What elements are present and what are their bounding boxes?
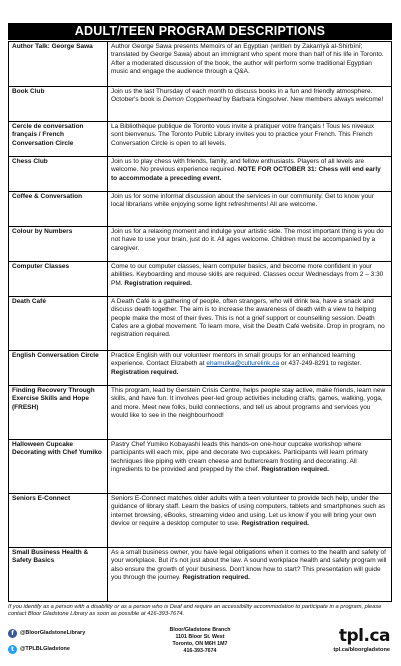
program-row (9, 494, 392, 548)
facebook-link[interactable] (8, 627, 128, 639)
program-description (108, 494, 392, 548)
program-description (108, 351, 392, 386)
program-description (108, 548, 392, 602)
program-row (9, 440, 392, 494)
facebook-handle: @BloorGladstoneLibrary (20, 630, 86, 636)
program-row (9, 122, 392, 157)
description-text: This program, lead by Gerstein Crisis Centre, helps people stay active, make friends, learn new skills, and have fun. It involves peer-led group activities including crafts, games, walking, yoga, and more. Meet new folks, build connections, and tell us about programs and services you would like to see in the neighbourhood! (111, 387, 386, 419)
branch-city: Toronto, ON M6H 1M7 (172, 641, 228, 648)
description-text: or 437-249-8291 to register. (279, 360, 362, 368)
program-description (108, 192, 392, 227)
email-link[interactable]: ehamulka@culturelink.ca (206, 360, 280, 368)
program-description (108, 297, 392, 351)
description-text: Pastry Chef Yumiko Kobayashi leads this hands-on one-hour cupcake workshop where participants will each mix, pipe and decorate two cupcakes. Participants will learn primary techniques like piping with cream cheese and buttercream frosting and decorating. All ingredients to be provided and prepped by the chef. (111, 441, 368, 473)
program-description (108, 386, 392, 440)
program-row (9, 386, 392, 440)
facebook-icon: f (8, 629, 17, 638)
program-description (108, 262, 392, 297)
page-title: ADULT/TEEN PROGRAM DESCRIPTIONS (8, 23, 392, 40)
program-name: Finding Recovery Through Exercise Skills and Hope (FRESH) (9, 386, 108, 440)
description-text: Join us to play chess with friends, family, and fellow enthusiasts. Players of all levels are welcome. No previous experience required. (111, 158, 365, 174)
twitter-icon: t (8, 645, 17, 654)
description-text: Registration required. (124, 279, 192, 287)
description-text: Join us for some informal discussion about the services in our community. Get to know your local librarians while enjoying some light refreshments! All are welcome. (111, 193, 374, 209)
program-row (9, 192, 392, 227)
program-name: Halloween Cupcake Decorating with Chef Yumiko (9, 440, 108, 494)
description-text: Demon Copperhead (162, 96, 222, 104)
description-text: Registration required. (241, 519, 309, 527)
program-row (9, 548, 392, 602)
description-text: Author George Sawa presents Memoirs of an Egyptian (written by Zakarriyā al-Shirbīnī; translated by George Sawa) about an immigrant who spent more than half of his life in Toronto. After a moderated discussion of the book, the author will perform some traditional Egyptian music and engage the audience through a Q&A. (111, 43, 384, 75)
twitter-handle: @TPLBLGladstone (20, 646, 70, 652)
branch-address (138, 627, 262, 656)
program-name: Death Café (9, 297, 108, 351)
footer (8, 627, 392, 663)
description-text: NOTE FOR OCTOBER 31: Chess will end early to accommodate a preceding event. (111, 166, 381, 182)
social-links (8, 627, 128, 659)
description-text: A Death Café is a gathering of people, often strangers, who will drink tea, have a snack and discuss death together. The aim is to increase the awareness of death with a view to helping people make the most of their lives. This is not a grief support or counselling session. Death Cafes are a global movement. To learn more, visit the Death Café website. Drop in program, no registration required. (111, 298, 385, 339)
twitter-link[interactable] (8, 643, 128, 655)
branch-street: 1101 Bloor St. West (175, 634, 225, 641)
program-table (8, 41, 392, 602)
description-text: La Bibliothèque publique de Toronto vous invite à pratiquer votre français ! Tous les niveaux sont bienvenus. The Toronto Public Library invites you to practice your French. This French Conversation Circle is open to all levels. (111, 123, 375, 147)
description-text: Seniors E-Connect matches older adults with a teen volunteer to provide tech help, under the guidance of library staff. Learn the basics of using computers, tablets and smartphones such as internet browsing, eBooks, streaming video and using. Let us know if you will bring your own device or require a desktop computer to use. (111, 495, 386, 527)
program-row (9, 157, 392, 192)
brand (280, 627, 390, 653)
program-name: Book Club (9, 87, 108, 122)
program-name: Author Talk: George Sawa (9, 42, 108, 87)
description-text: Come to our computer classes, learn computer basics, and become more confident in your abilities. Keyboarding and mouse skills are required. Classes occur Wednesdays from 2 – 3:30 PM. (111, 263, 384, 287)
program-description (108, 157, 392, 192)
description-text: Registration required. (261, 465, 329, 473)
program-name: Cercle de conversation français / French Conversation Circle (9, 122, 108, 157)
program-description (108, 122, 392, 157)
description-text: Registration required. (111, 368, 179, 376)
program-description (108, 87, 392, 122)
description-text: Practice English with our volunteer mentors in small groups for an enhanced learning experience. Contact Elizabeth at (111, 352, 356, 368)
description-text: Join us the last Thursday of each month to discuss books in a fun and friendly atmosphere. October's book is (111, 88, 373, 104)
description-text: Registration required. (182, 573, 250, 581)
program-row (9, 262, 392, 297)
program-name: Colour by Numbers (9, 227, 108, 262)
program-name: Computer Classes (9, 262, 108, 297)
description-text: by Barbara Kingsolver. New members always welcome! (221, 96, 384, 104)
program-description (108, 440, 392, 494)
branch-name: Bloor/Gladstone Branch (169, 627, 231, 633)
tpl-logo: tpl.ca (338, 626, 390, 646)
program-description (108, 42, 392, 87)
program-row (9, 351, 392, 386)
program-name: Small Business Health & Safety Basics (9, 548, 108, 602)
program-row (9, 227, 392, 262)
program-row (9, 42, 392, 87)
accessibility-note: If you identify as a person with a disability or as a person who is Deaf and require an accessibility accommodation to participate in a program, please contact Bloor Gladstone Library as soon as possible at 416-393-7674. (8, 604, 382, 618)
branch-url[interactable]: tpl.ca/bloorgladstone (333, 647, 390, 653)
description-text: Join us for a relaxing moment and indulge your artistic side. The most important thing is you do not have to use your brain, just do it. All ages welcome. Children must be accompanied by a caregiver. (111, 228, 384, 252)
program-name: Seniors E-Connect (9, 494, 108, 548)
branch-phone: 416-393-7674 (183, 648, 217, 655)
program-name: Coffee & Conversation (9, 192, 108, 227)
program-row (9, 87, 392, 122)
program-row (9, 297, 392, 351)
program-description (108, 227, 392, 262)
program-name: English Conversation Circle (9, 351, 108, 386)
program-name: Chess Club (9, 157, 108, 192)
description-text: As a small business owner, you have legal obligations when it comes to the health and safety of your workplace. But it's not just about the law. A sound workplace health and safety program will also ensure the growth of your business. Don't know how to start? This presentation will guide you through the journey. (111, 549, 387, 581)
